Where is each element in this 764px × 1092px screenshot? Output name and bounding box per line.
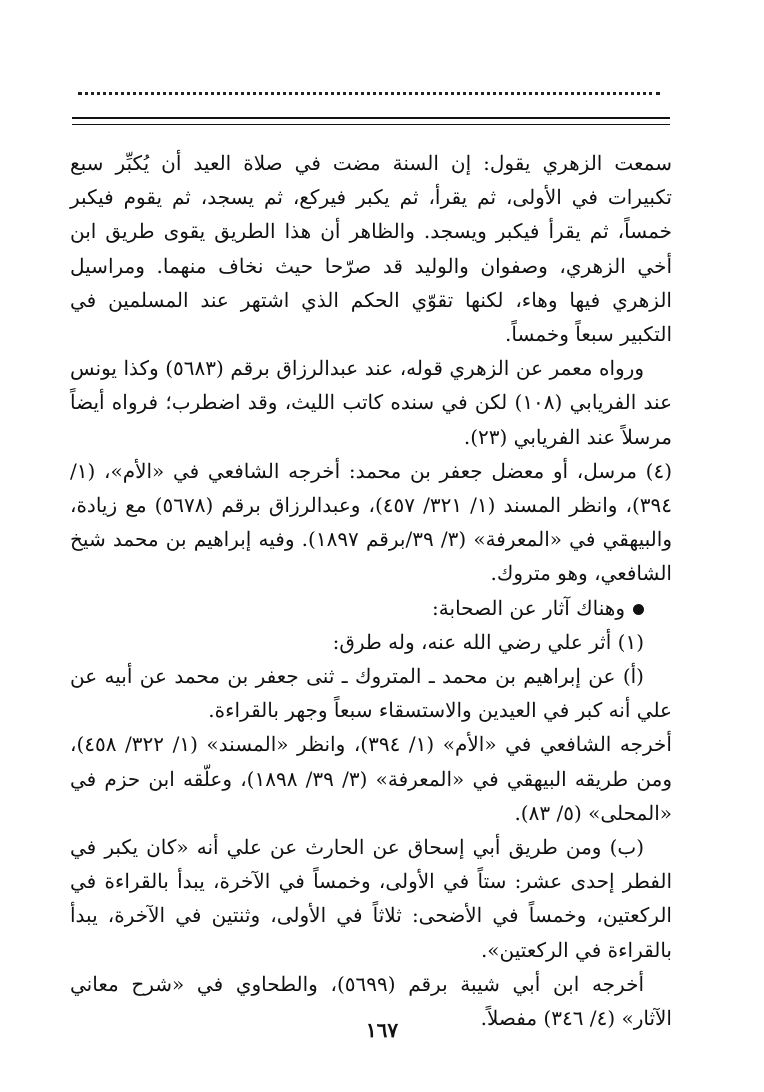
bullet-icon	[633, 604, 644, 615]
footnote-4: (٤) مرسل، أو معضل جعفر بن محمد: أخرجه الشافعي في «الأم»، (١/ ٣٩٤)، وانظر المسند (١/ ٣٢١/ ٤٥٧)، وعبدالرزاق برقم (٥٦٧٨) مع زيادة، والبيهقي في «المعرفة» (٣/ ٣٩/برقم ١٨٩٧). وفيه إبراهيم بن محمد شيخ الشافعي، وهو متروك.	[70, 458, 672, 586]
paragraph-zuhri-saying: سمعت الزهري يقول: إن السنة مضت في صلاة العيد أن يُكبِّر سبع تكبيرات في الأولى، ثم يقرأ، ثم يكبر فيركع، ثم يسجد، ثم يقوم فيكبر خمساً، ثم يقرأ فيكبر ويسجد. والظاهر أن هذا الطريق يقوى طريق ابن أخي الزهري، وصفوان والوليد قد صرّحا حيث نخاف منهما. ومراسيل الزهري فيها وهاء، لكنها تقوّي الحكم الذي اشتهر عند المسلمين في التكبير سبعاً وخمساً.	[70, 151, 673, 347]
bullet-item-companion-reports	[70, 591, 672, 625]
paragraph-path-a: (أ) عن إبراهيم بن محمد ـ المتروك ـ ثنى جعفر بن محمد عن أبيه عن علي أنه كبر في العيدين والاستسقاء سبعاً وجهر بالقراءة.	[70, 664, 672, 723]
paragraph-path-b: (ب) ومن طريق أبي إسحاق عن الحارث عن علي أنه «كان يكبر في الفطر إحدى عشر: ستاً في الأولى، وخمساً في الآخرة، يبدأ بالقراءة في الركعتين، وخمساً في الأضحى: ثلاثاً في الأولى، وثنتين في الآخرة، يبدأ بالقراءة في الركعتين».	[70, 835, 672, 962]
paragraph-path-b-sources: أخرجه ابن أبي شيبة برقم (٥٦٩٩)، والطحاوي في «شرح معاني الآثار» (٤/ ٣٤٦) مفصلاً.	[70, 971, 672, 1031]
paragraph-path-a-sources: أخرجه الشافعي في «الأم» (١/ ٣٩٤)، وانظر «المسند» (١/ ٣٢٢/ ٤٥٨)، ومن طريقه البيهقي في «المعرفة» (٣/ ٣٩/ ١٨٩٨)، وعلّقه ابن حزم في «المحلى» (٥/ ٨٣).	[70, 732, 672, 825]
heading-ali-report: (١) أثر علي رضي الله عنه، وله طرق:	[332, 629, 644, 654]
page-number: ١٦٧	[365, 1018, 399, 1042]
header-rule-thick	[72, 117, 670, 119]
bullet-label: وهناك آثار عن الصحابة:	[432, 595, 625, 620]
header-rule-thin	[72, 124, 670, 125]
dotted-separator	[78, 92, 660, 95]
footnote-body	[70, 146, 672, 1035]
paragraph-mamar-narration: ورواه معمر عن الزهري قوله، عند عبدالرزاق برقم (٥٦٨٣) وكذا يونس عند الفريابي (١٠٨) لكن في سنده كاتب الليث، وقد اضطرب؛ فرواه أيضاً مرسلاً عند الفريابي (٢٣).	[70, 356, 673, 449]
